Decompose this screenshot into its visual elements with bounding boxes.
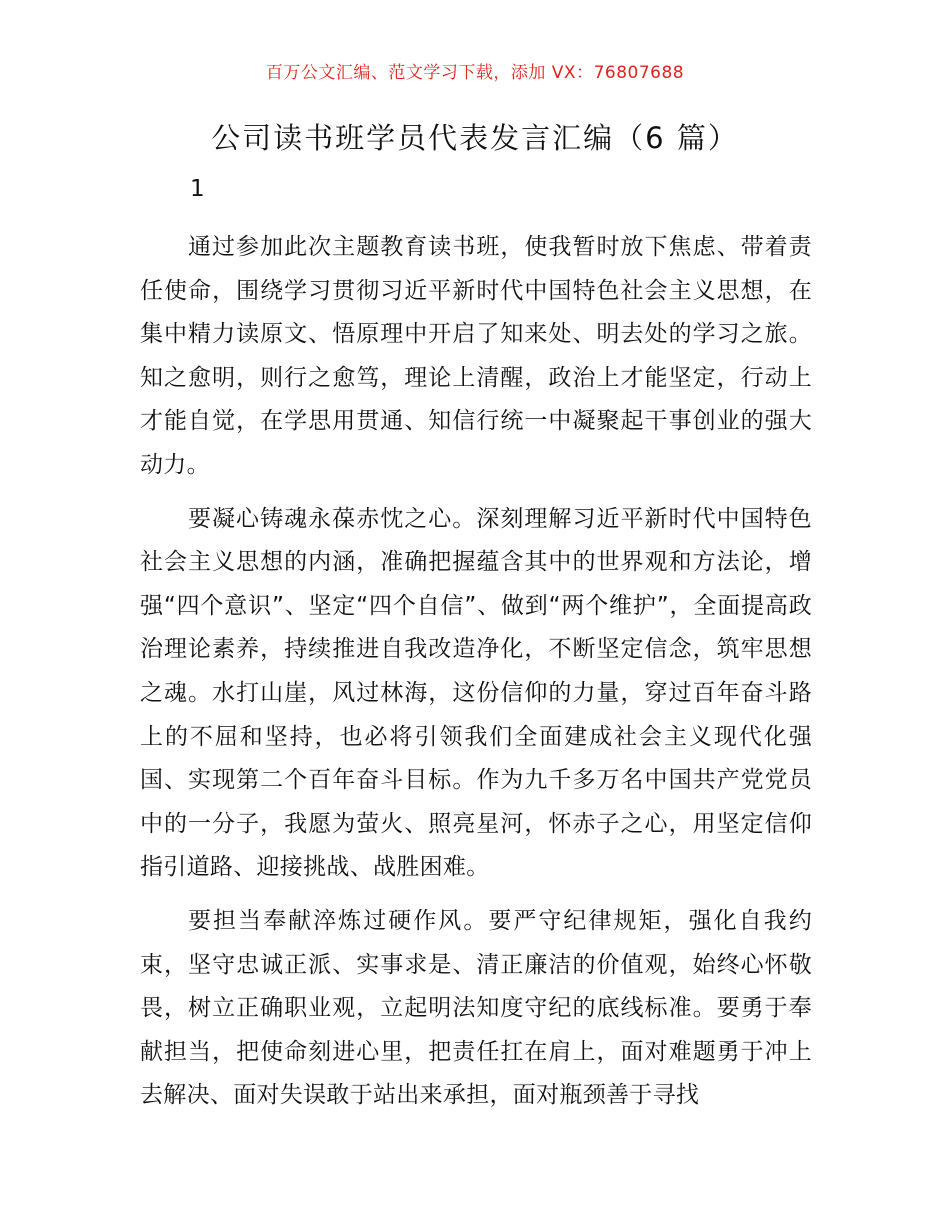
paragraph: 通过参加此次主题教育读书班，使我暂时放下焦虑、带着责任使命，围绕学习贯彻习近平新时代中国特色社会主义思想，在集中精力读原文、悟原理中开启了知来处、明去处的学习之旅。知之愈明，则行之愈笃，理论上清醒，政治上才能坚定，行动上才能自觉，在学思用贯通、知信行统一中凝聚起干事创业的强大动力。 bbox=[140, 234, 812, 478]
document-title: 公司读书班学员代表发言汇编（6 篇） bbox=[211, 121, 739, 155]
section-number: 1 bbox=[190, 176, 205, 202]
paragraph: 要凝心铸魂永葆赤忱之心。深刻理解习近平新时代中国特色社会主义思想的内涵，准确把握蕴含其中的世界观和方法论，增强“四个意识”、坚定“四个自信”、做到“两个维护”，全面提高政治理论素养，持续推进自我改造净化，不断坚定信念，筑牢思想之魂。水打山崖，风过林海，这份信仰的力量，穿过百年奋斗路上的不屈和坚持，也必将引领我们全面建成社会主义现代化强国、实现第二个百年奋斗目标。作为九千多万名中国共产党党员中的一分子，我愿为萤火、照亮星河，怀赤子之心，用坚定信仰指引道路、迎接挑战、战胜困难。 bbox=[140, 505, 812, 881]
header-watermark-note: 百万公文汇编、范文学习下载，添加 VX：76807688 bbox=[265, 63, 685, 83]
paragraph: 要担当奉献淬炼过硬作风。要严守纪律规矩，强化自我约束，坚守忠诚正派、实事求是、清正廉洁的价值观，始终心怀敬畏，树立正确职业观，立起明法知度守纪的底线标准。要勇于奉献担当，把使命刻进心里，把责任扛在肩上，面对难题勇于冲上去解决、面对失误敢于站出来承担，面对瓶颈善于寻找 bbox=[140, 907, 812, 1109]
document-body bbox=[140, 226, 812, 1128]
